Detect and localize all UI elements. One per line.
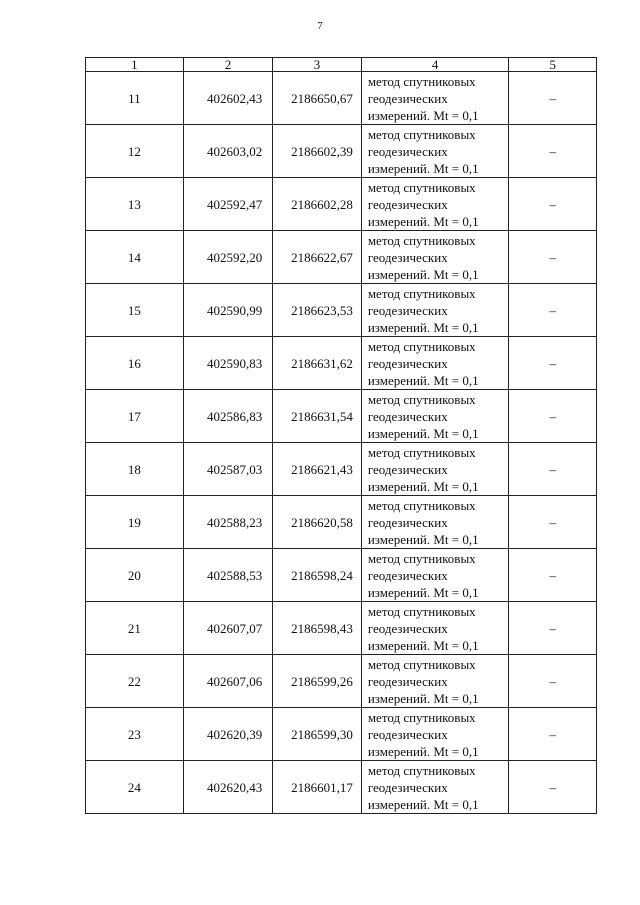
table-row [86, 337, 597, 390]
table-header-row [86, 58, 597, 72]
y-coordinate-cell: 2186602,39 [273, 125, 362, 178]
note-cell: – [509, 125, 597, 178]
method-line: метод спутниковых [367, 444, 476, 460]
note-cell: – [509, 231, 597, 284]
method-line: метод спутниковых [367, 232, 476, 248]
method-line: метод спутниковых [367, 338, 476, 354]
method-line: метод спутниковых [367, 709, 476, 725]
x-coordinate-cell: 402620,39 [183, 708, 273, 761]
x-coordinate-cell: 402588,23 [183, 496, 273, 549]
method-cell [361, 390, 509, 443]
table-row [86, 125, 597, 178]
x-coordinate-cell: 402587,03 [183, 443, 273, 496]
method-line: метод спутниковых [367, 73, 476, 89]
method-line: метод спутниковых [367, 603, 476, 619]
y-coordinate-cell: 2186622,67 [273, 231, 362, 284]
point-number-cell: 13 [86, 178, 184, 231]
method-cell [361, 496, 509, 549]
table-row [86, 284, 597, 337]
note-cell: – [509, 602, 597, 655]
point-number-cell: 22 [86, 655, 184, 708]
point-number-cell: 17 [86, 390, 184, 443]
table-row [86, 496, 597, 549]
y-coordinate-cell: 2186631,62 [273, 337, 362, 390]
y-coordinate-cell: 2186620,58 [273, 496, 362, 549]
table-row [86, 549, 597, 602]
point-number-cell: 15 [86, 284, 184, 337]
method-line: геодезических [367, 620, 448, 636]
method-cell [361, 231, 509, 284]
method-line: геодезических [367, 726, 448, 742]
note-cell: – [509, 761, 597, 814]
method-cell [361, 549, 509, 602]
y-coordinate-cell: 2186602,28 [273, 178, 362, 231]
method-line: геодезических [367, 779, 448, 795]
y-coordinate-cell: 2186631,54 [273, 390, 362, 443]
table-row [86, 72, 597, 125]
note-cell: – [509, 496, 597, 549]
method-line: геодезических [367, 673, 448, 689]
method-line: геодезических [367, 90, 448, 106]
note-cell: – [509, 549, 597, 602]
method-line: измерений. Mt = 0,1 [367, 690, 479, 706]
method-line: измерений. Mt = 0,1 [367, 796, 479, 812]
method-line: метод спутниковых [367, 656, 476, 672]
note-cell: – [509, 655, 597, 708]
note-cell: – [509, 178, 597, 231]
y-coordinate-cell: 2186599,26 [273, 655, 362, 708]
coordinates-table [85, 57, 597, 814]
method-line: измерений. Mt = 0,1 [367, 743, 479, 759]
note-cell: – [509, 337, 597, 390]
method-cell [361, 708, 509, 761]
table-row [86, 602, 597, 655]
point-number-cell: 23 [86, 708, 184, 761]
header-cell-1: 1 [86, 58, 184, 72]
method-cell [361, 178, 509, 231]
method-cell [361, 72, 509, 125]
point-number-cell: 24 [86, 761, 184, 814]
method-line: геодезических [367, 567, 448, 583]
method-line: измерений. Mt = 0,1 [367, 637, 479, 653]
point-number-cell: 11 [86, 72, 184, 125]
table-row [86, 390, 597, 443]
method-line: измерений. Mt = 0,1 [367, 425, 479, 441]
method-line: метод спутниковых [367, 285, 476, 301]
table-row [86, 655, 597, 708]
method-line: измерений. Mt = 0,1 [367, 319, 479, 335]
method-line: измерений. Mt = 0,1 [367, 160, 479, 176]
method-line: геодезических [367, 461, 448, 477]
coordinates-table-body [86, 58, 597, 814]
point-number-cell: 14 [86, 231, 184, 284]
method-line: измерений. Mt = 0,1 [367, 266, 479, 282]
note-cell: – [509, 443, 597, 496]
method-cell [361, 284, 509, 337]
method-line: геодезических [367, 302, 448, 318]
header-cell-5: 5 [509, 58, 597, 72]
point-number-cell: 21 [86, 602, 184, 655]
y-coordinate-cell: 2186599,30 [273, 708, 362, 761]
note-cell: – [509, 284, 597, 337]
x-coordinate-cell: 402592,47 [183, 178, 273, 231]
method-line: геодезических [367, 514, 448, 530]
method-cell [361, 761, 509, 814]
x-coordinate-cell: 402590,83 [183, 337, 273, 390]
method-line: измерений. Mt = 0,1 [367, 478, 479, 494]
y-coordinate-cell: 2186621,43 [273, 443, 362, 496]
point-number-cell: 12 [86, 125, 184, 178]
method-cell [361, 337, 509, 390]
method-line: измерений. Mt = 0,1 [367, 213, 479, 229]
method-cell [361, 443, 509, 496]
table-row [86, 708, 597, 761]
y-coordinate-cell: 2186598,24 [273, 549, 362, 602]
y-coordinate-cell: 2186598,43 [273, 602, 362, 655]
x-coordinate-cell: 402590,99 [183, 284, 273, 337]
method-line: измерений. Mt = 0,1 [367, 372, 479, 388]
table-row [86, 761, 597, 814]
table-row [86, 178, 597, 231]
method-line: геодезических [367, 408, 448, 424]
note-cell: – [509, 390, 597, 443]
point-number-cell: 19 [86, 496, 184, 549]
y-coordinate-cell: 2186601,17 [273, 761, 362, 814]
point-number-cell: 20 [86, 549, 184, 602]
x-coordinate-cell: 402588,53 [183, 549, 273, 602]
x-coordinate-cell: 402607,06 [183, 655, 273, 708]
method-line: геодезических [367, 355, 448, 371]
header-cell-3: 3 [273, 58, 362, 72]
page-number: 7 [317, 20, 323, 32]
x-coordinate-cell: 402620,43 [183, 761, 273, 814]
method-line: геодезических [367, 196, 448, 212]
method-line: измерений. Mt = 0,1 [367, 531, 479, 547]
point-number-cell: 18 [86, 443, 184, 496]
header-cell-2: 2 [183, 58, 273, 72]
y-coordinate-cell: 2186623,53 [273, 284, 362, 337]
x-coordinate-cell: 402592,20 [183, 231, 273, 284]
method-cell [361, 602, 509, 655]
x-coordinate-cell: 402586,83 [183, 390, 273, 443]
x-coordinate-cell: 402607,07 [183, 602, 273, 655]
method-line: измерений. Mt = 0,1 [367, 584, 479, 600]
method-line: метод спутниковых [367, 550, 476, 566]
note-cell: – [509, 72, 597, 125]
x-coordinate-cell: 402602,43 [183, 72, 273, 125]
method-line: измерений. Mt = 0,1 [367, 107, 479, 123]
method-cell [361, 125, 509, 178]
y-coordinate-cell: 2186650,67 [273, 72, 362, 125]
header-cell-4: 4 [361, 58, 509, 72]
point-number-cell: 16 [86, 337, 184, 390]
x-coordinate-cell: 402603,02 [183, 125, 273, 178]
method-line: геодезических [367, 143, 448, 159]
method-line: метод спутниковых [367, 126, 476, 142]
method-line: метод спутниковых [367, 179, 476, 195]
method-line: метод спутниковых [367, 762, 476, 778]
method-line: геодезических [367, 249, 448, 265]
method-line: метод спутниковых [367, 497, 476, 513]
table-row [86, 443, 597, 496]
table-row [86, 231, 597, 284]
method-cell [361, 655, 509, 708]
note-cell: – [509, 708, 597, 761]
method-line: метод спутниковых [367, 391, 476, 407]
